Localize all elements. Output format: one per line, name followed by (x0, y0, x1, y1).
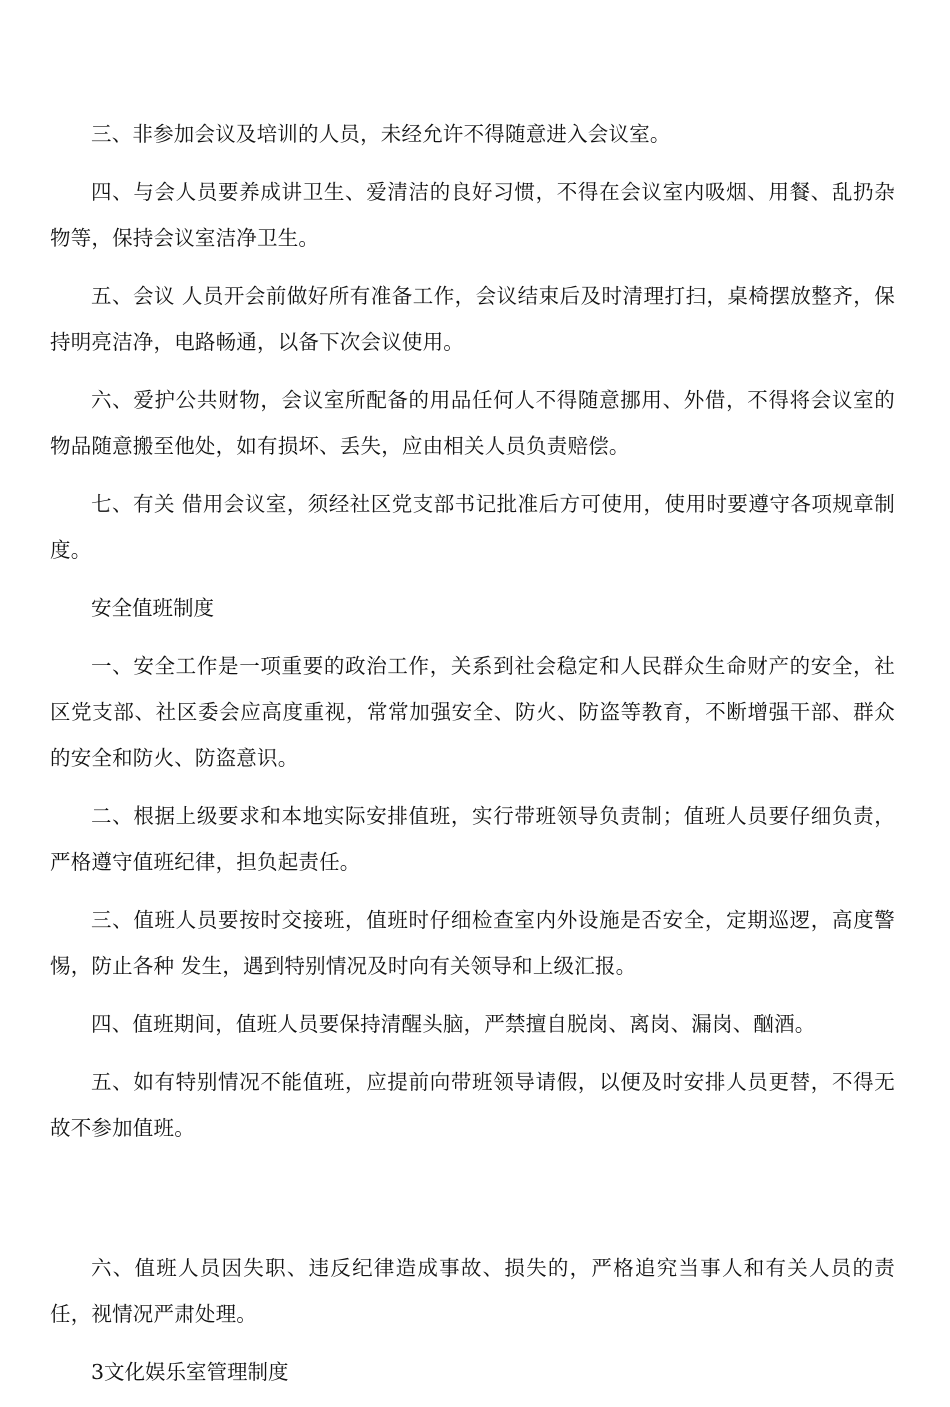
paragraph-safety-4: 四、值班期间，值班人员要保持清醒头脑，严禁擅自脱岗、离岗、漏岗、酗酒。 (91, 1012, 816, 1036)
section-heading-recreation-room: 3文化娱乐室管理制度 (91, 1360, 289, 1384)
page-gap (50, 1163, 895, 1245)
paragraph-meeting-7: 七、有关 借用会议室，须经社区党支部书记批准后方可使用，使用时要遵守各项规章制度。 (50, 492, 895, 562)
paragraph-safety-5: 五、如有特别情况不能值班，应提前向带班领导请假，以便及时安排人员更替，不得无故不参加值班。 (50, 1070, 895, 1140)
paragraph-safety-1: 一、安全工作是一项重要的政治工作，关系到社会稳定和人民群众生命财产的安全，社区党支部、社区委会应高度重视，常常加强安全、防火、防盗等教育，不断增强干部、群众的安全和防火、防盗意识。 (50, 654, 895, 770)
paragraph-safety-6: 六、值班人员因失职、违反纪律造成事故、损失的，严格追究当事人和有关人员的责任，视情况严肃处理。 (50, 1256, 895, 1326)
paragraph-meeting-3: 三、非参加会议及培训的人员，未经允许不得随意进入会议室。 (91, 122, 671, 146)
paragraph-safety-2: 二、根据上级要求和本地实际安排值班，实行带班领导负责制；值班人员要仔细负责，严格遵守值班纪律，担负起责任。 (50, 804, 895, 874)
document-page (50, 111, 895, 1407)
section-heading-safety-duty: 安全值班制度 (91, 596, 214, 620)
paragraph-safety-3: 三、值班人员要按时交接班，值班时仔细检查室内外设施是否安全，定期巡逻，高度警惕，防止各种 发生，遇到特别情况及时向有关领导和上级汇报。 (50, 908, 895, 978)
paragraph-meeting-5: 五、会议 人员开会前做好所有准备工作，会议结束后及时清理打扫，桌椅摆放整齐，保持明亮洁净，电路畅通，以备下次会议使用。 (50, 284, 895, 354)
paragraph-meeting-6: 六、爱护公共财物，会议室所配备的用品任何人不得随意挪用、外借，不得将会议室的物品随意搬至他处，如有损坏、丢失，应由相关人员负责赔偿。 (50, 388, 895, 458)
paragraph-meeting-4: 四、与会人员要养成讲卫生、爱清洁的良好习惯，不得在会议室内吸烟、用餐、乱扔杂物等，保持会议室洁净卫生。 (50, 180, 895, 250)
